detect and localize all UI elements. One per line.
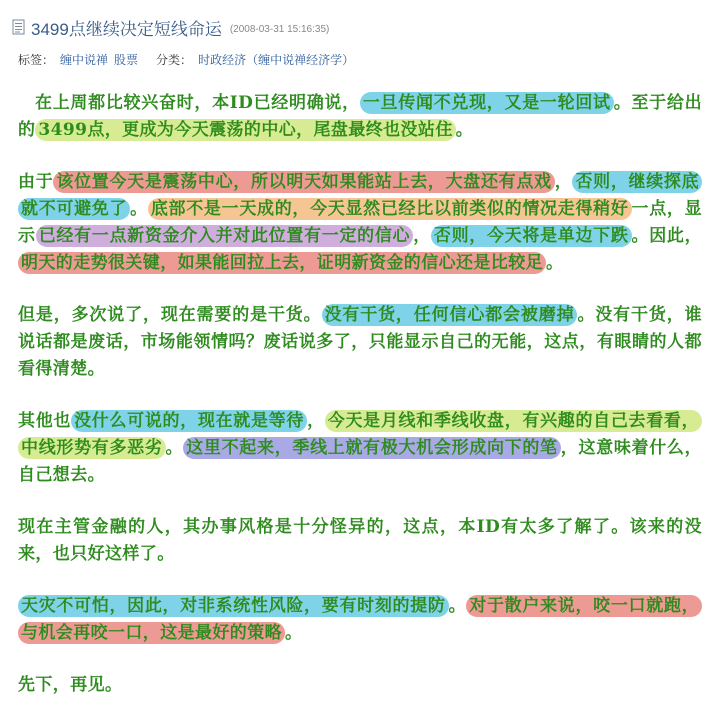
highlight-red: 该位置今天是震荡中心，所以明天如果能站上去，大盘还有点戏	[53, 171, 554, 193]
article-body	[18, 90, 702, 699]
paragraph: 其他也 没什么可说的，现在就是等待 ， 今天是月线和季线收盘，有兴趣的自己去看看，中线形势有多恶劣 。 这里不起来，季线上就有极大机会形成向下的笔 ，这意味着什么，自己想去。	[18, 411, 703, 485]
paragraph: 在上周都比较兴奋时，本ID已经明确说， 一旦传闻不兑现，又是一轮回试 。至于给出的 3499点，更成为今天震荡的中心，尾盘最终也没站住 。	[18, 93, 702, 140]
post-date: (2008-03-31 15:16:35)	[229, 23, 330, 35]
tag-link[interactable]: 缠中说禅	[60, 53, 109, 67]
document-icon	[12, 19, 25, 35]
post-title: 3499点继续决定短线命运	[31, 19, 222, 39]
highlight-indigo: 这里不起来，季线上就有极大机会形成向下的笔	[183, 437, 561, 459]
highlight-blue: 没什么可说的，现在就是等待	[71, 410, 307, 432]
highlight-blue: 没有干货，任何信心都会被磨掉	[322, 304, 578, 326]
highlight-orange: 底部不是一天成的，今天显然已经比以前类似的情况走得稍好	[148, 198, 632, 220]
highlight-red: 对于散户来说，咬一口就跑，与机会再咬一口，这是最好的策略	[18, 595, 702, 644]
highlight-green: 3499点，更成为今天震荡的中心，尾盘最终也没站住	[35, 119, 455, 141]
paragraph: 但是，多次说了，现在需要的是干货。 没有干货，任何信心都会被磨掉 。没有干货，谁说话都是废话，市场能领情吗？废话说多了，只能显示自己的无能，这点，有眼睛的人都看得清楚。	[18, 305, 702, 379]
highlight-blue: 天灾不可怕，因此，对非系统性风险，要有时刻的提防	[18, 595, 449, 617]
category-label: 分类：	[156, 53, 193, 67]
paragraph: 现在主管金融的人，其办事风格是十分怪异的，这点，本ID有太多了解了。该来的没来，也只好这样了。	[18, 517, 702, 564]
paragraph: 先下，再见。	[18, 675, 123, 695]
paragraph: 由于 该位置今天是震荡中心，所以明天如果能站上去，大盘还有点戏 ， 否则，继续探底就不可避免了 。 底部不是一天成的，今天显然已经比以前类似的情况走得稍好 一点，显示 已经有一点新资金介入并对此位置有一定的信心 ， 否则，今天将是单边下跌 。因此，明天的走势很关键，如果能回拉上去，证明新资金的信心还是比较足 。	[18, 172, 703, 273]
tag-link[interactable]: 股票	[114, 53, 139, 67]
category-link[interactable]: 时政经济（缠中说禅经济学）	[198, 53, 355, 67]
highlight-blue: 否则，今天将是单边下跌	[431, 225, 632, 247]
post-header	[12, 14, 329, 40]
highlight-blue: 一旦传闻不兑现，又是一轮回试	[360, 92, 614, 114]
paragraph: 天灾不可怕，因此，对非系统性风险，要有时刻的提防 。 对于散户来说，咬一口就跑，与机会再咬一口，这是最好的策略 。	[18, 593, 702, 647]
post-meta	[18, 51, 354, 68]
highlight-green: 今天是月线和季线收盘，有兴趣的自己去看看，中线形势有多恶劣	[18, 410, 702, 459]
highlight-blue: 否则，继续探底就不可避免了	[18, 171, 702, 220]
highlight-purple: 已经有一点新资金介入并对此位置有一定的信心	[36, 225, 414, 247]
highlight-red: 明天的走势很关键，如果能回拉上去，证明新资金的信心还是比较足	[18, 252, 546, 274]
tags-label: 标签：	[18, 53, 55, 67]
